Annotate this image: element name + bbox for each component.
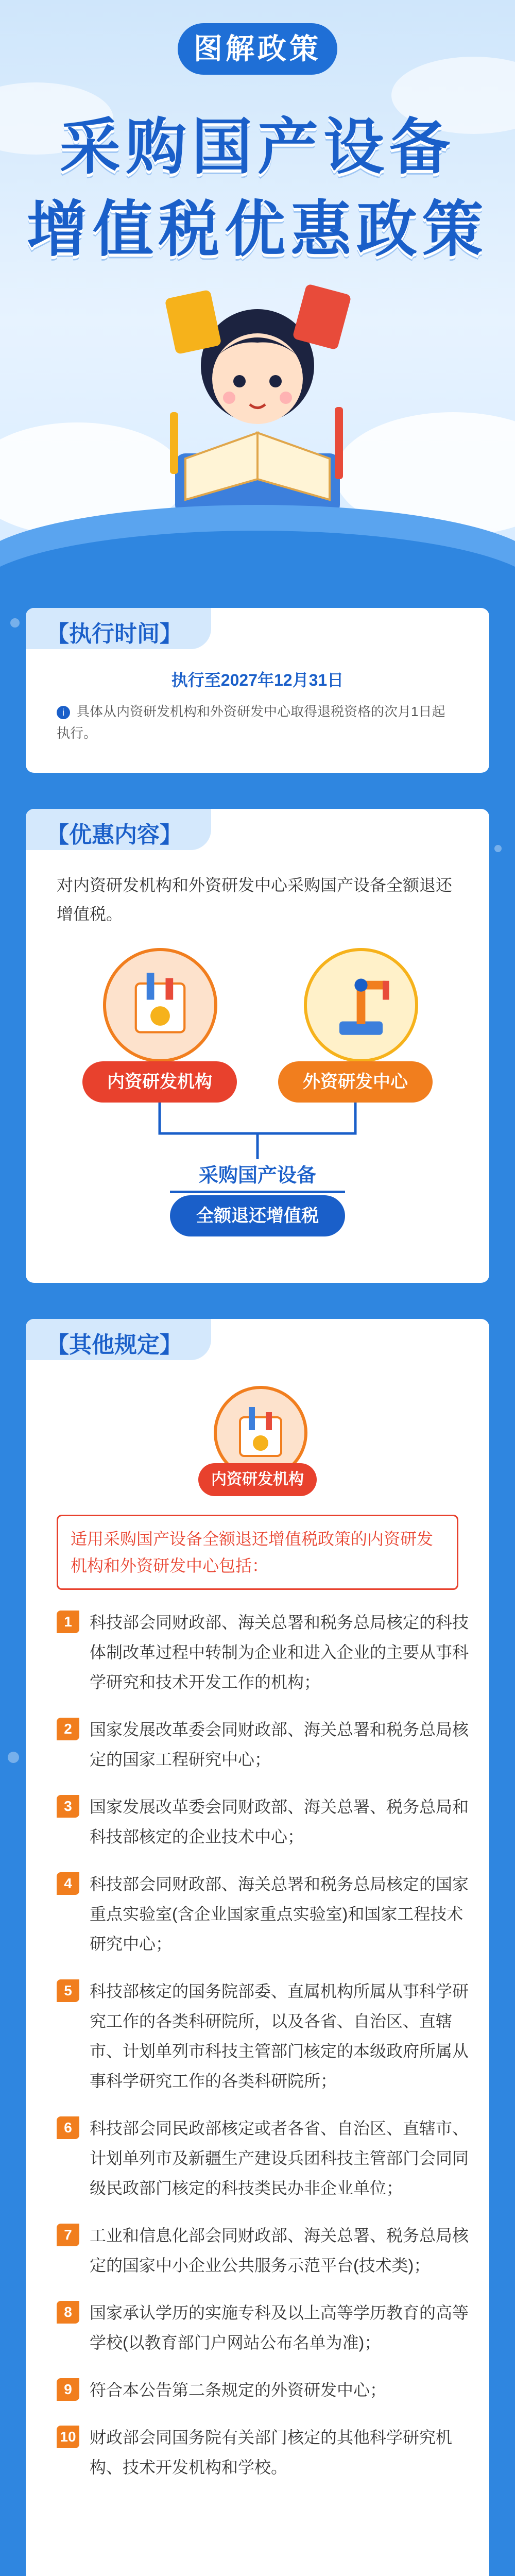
item-number: 1 bbox=[57, 1611, 79, 1633]
item-text: 国家发展改革委会同财政部、海关总署、税务总局和科技部核定的企业技术中心； bbox=[90, 1798, 469, 1846]
execution-note bbox=[57, 701, 458, 744]
item-text: 科技部会同财政部、海关总署和税务总局核定的国家重点实验室(含企业国家重点实验室)和国家工程技术研究中心； bbox=[90, 1875, 469, 1953]
item-text: 科技部核定的国务院部委、直属机构所属从事科学研究工作的各类科研院所，以及各省、自治区、直辖市、计划单列市科技主管部门核定的本级政府所属从事科学研究工作的各类科研院所； bbox=[90, 1982, 469, 2090]
section-execution-time bbox=[26, 608, 489, 773]
execution-date: 执行至2027年12月31日 bbox=[171, 671, 344, 689]
section-other-rules bbox=[26, 1319, 489, 2576]
section-heading bbox=[26, 1319, 211, 1360]
refund-label: 全额退还增值税 bbox=[170, 1195, 345, 1236]
domestic-institution-circle bbox=[103, 948, 217, 1062]
foreign-center-circle bbox=[304, 948, 418, 1062]
section-heading bbox=[26, 809, 211, 850]
decor-dot bbox=[8, 1752, 19, 1763]
decor-dot bbox=[494, 845, 502, 852]
laboratory-icon bbox=[106, 951, 214, 1059]
robot-arm-icon bbox=[307, 951, 415, 1059]
item-text: 国家发展改革委会同财政部、海关总署和税务总局核定的国家工程研究中心； bbox=[90, 1720, 469, 1769]
item-number: 7 bbox=[57, 2224, 79, 2246]
section-heading bbox=[26, 608, 211, 649]
section-heading-text: 【执行时间】 bbox=[46, 621, 182, 647]
header-tag: 图解政策 bbox=[178, 23, 337, 75]
item-number: 6 bbox=[57, 2116, 79, 2139]
item-text: 财政部会同国务院有关部门核定的其他科学研究机构、技术开发机构和学校。 bbox=[90, 2428, 453, 2477]
student-reading-illustration bbox=[129, 258, 386, 546]
item-number: 3 bbox=[57, 1795, 79, 1818]
connector-lines bbox=[82, 1103, 433, 1164]
decor-dot bbox=[10, 618, 20, 628]
domestic-badge-label: 内资研发机构 bbox=[198, 1463, 317, 1496]
item-text: 工业和信息化部会同财政部、海关总署、税务总局核定的国家中小企业公共服务示范平台(技术类)； bbox=[90, 2226, 469, 2275]
foreign-center-label: 外资研发中心 bbox=[278, 1061, 433, 1103]
item-text: 符合本公告第二条规定的外资研发中心； bbox=[90, 2381, 387, 2399]
item-text: 科技部会同民政部核定或者各省、自治区、直辖市、计划单列市及新疆生产建设兵团科技主管部门会同同级民政部门核定的科技类民办非企业单位； bbox=[90, 2119, 469, 2197]
domestic-intro-box: 适用采购国产设备全额退还增值税政策的内资研发机构和外资研发中心包括： bbox=[57, 1515, 458, 1590]
item-number: 9 bbox=[57, 2378, 79, 2401]
item-number: 5 bbox=[57, 1979, 79, 2002]
benefit-illustration bbox=[82, 948, 433, 1236]
page-title-line1: 采购国产设备 bbox=[59, 113, 455, 181]
equipment-label: 采购国产设备 bbox=[170, 1159, 345, 1193]
benefit-text: 对内资研发机构和外资研发中心采购国产设备全额退还增值税。 bbox=[57, 876, 453, 923]
item-number: 4 bbox=[57, 1872, 79, 1895]
info-icon: i bbox=[57, 706, 70, 719]
item-text: 科技部会同财政部、海关总署和税务总局核定的科技体制改革过程中转制为企业和进入企业的主要从事科学研究和技术开发工作的机构； bbox=[90, 1613, 469, 1691]
section-benefit-content bbox=[26, 809, 489, 1283]
section-heading-text: 【优惠内容】 bbox=[46, 822, 182, 848]
header-banner bbox=[0, 0, 515, 582]
domestic-institution-label: 内资研发机构 bbox=[82, 1061, 237, 1103]
section-heading-text: 【其他规定】 bbox=[46, 1332, 182, 1358]
execution-note-text: 具体从内资研发机构和外资研发中心取得退税资格的次月1日起执行。 bbox=[57, 704, 445, 741]
item-number: 10 bbox=[57, 2426, 79, 2448]
item-text: 国家承认学历的实施专科及以上高等学历教育的高等学校(以教育部门户网站公布名单为准)； bbox=[90, 2303, 469, 2352]
item-number: 2 bbox=[57, 1718, 79, 1740]
page-title-line2: 增值税优惠政策 bbox=[26, 196, 488, 264]
item-number: 8 bbox=[57, 2301, 79, 2324]
domestic-badge bbox=[198, 1386, 317, 1499]
